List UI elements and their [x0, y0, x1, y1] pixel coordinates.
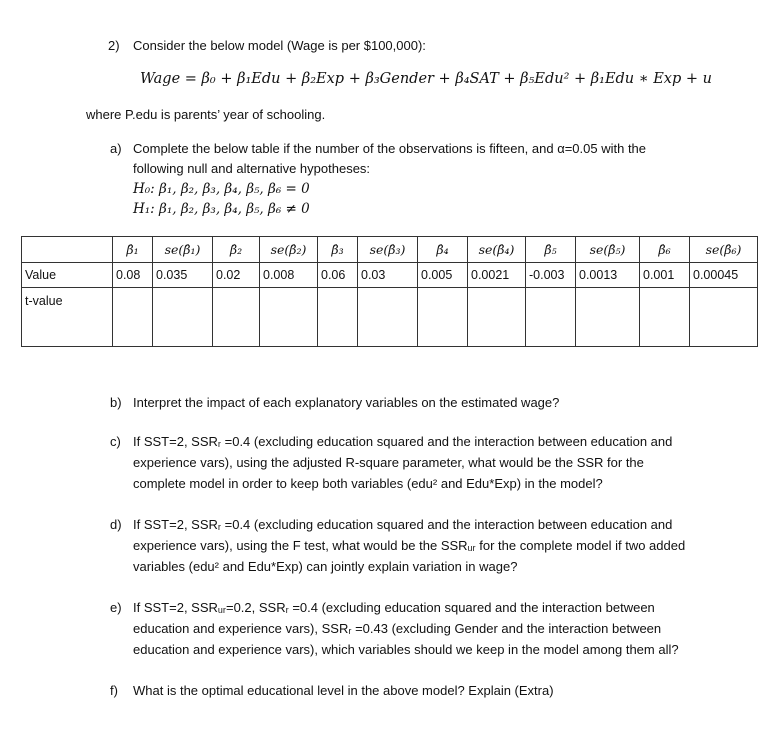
value-cell: 0.005: [418, 263, 468, 288]
value-cell: 0.0013: [576, 263, 640, 288]
where-note: where P.edu is parents’ year of schooling.: [86, 107, 326, 122]
tvalue-cell[interactable]: [418, 288, 468, 347]
table-header-cell: β̂₃: [318, 237, 358, 263]
table-header-cell: se(β̂₄): [468, 237, 526, 263]
value-cell: 0.035: [153, 263, 213, 288]
tvalue-cell[interactable]: [153, 288, 213, 347]
table-header-cell: β̂₁: [113, 237, 153, 263]
value-cell: 0.06: [318, 263, 358, 288]
part-c-line3: complete model in order to keep both variables (edu² and Edu*Exp) in the model?: [133, 476, 603, 491]
alternative-hypothesis: H₁: β₁, β₂, β₃, β₄, β₅, β₆ ≠ 0: [133, 201, 310, 217]
part-d-line1: If SST=2, SSRᵣ =0.4 (excluding education squared and the interaction between education and: [133, 517, 673, 532]
row-label-tvalue: t-value: [22, 288, 113, 347]
row-label-value: Value: [22, 263, 113, 288]
part-d-label: d): [110, 517, 122, 532]
part-e-line1: If SST=2, SSRᵤᵣ=0.2, SSRᵣ =0.4 (excluding education squared and the interaction between: [133, 600, 655, 615]
part-e-line3: education and experience vars), which variables should we keep in the model among them all?: [133, 642, 679, 657]
table-header-cell: se(β̂₅): [576, 237, 640, 263]
table-header-cell: se(β̂₃): [358, 237, 418, 263]
table-header-cell: [22, 237, 113, 263]
null-hypothesis: H₀: β₁, β₂, β₃, β₄, β₅, β₆ = 0: [133, 181, 310, 197]
part-a-line2: following null and alternative hypotheses:: [133, 161, 371, 176]
coefficient-table: [21, 236, 758, 347]
part-d-line2: experience vars), using the F test, what would be the SSRᵤᵣ for the complete model if two added: [133, 538, 686, 553]
value-cell: 0.03: [358, 263, 418, 288]
tvalue-row: [22, 288, 758, 347]
value-cell: -0.003: [526, 263, 576, 288]
part-e-label: e): [110, 600, 122, 615]
tvalue-cell[interactable]: [526, 288, 576, 347]
value-cell: 0.0021: [468, 263, 526, 288]
table-header-cell: se(β̂₁): [153, 237, 213, 263]
part-f-text: What is the optimal educational level in the above model? Explain (Extra): [133, 683, 554, 698]
table-header-cell: β̂₅: [526, 237, 576, 263]
table-header-cell: se(β̂₆): [690, 237, 758, 263]
table-header-cell: se(β̂₂): [260, 237, 318, 263]
tvalue-cell[interactable]: [640, 288, 690, 347]
tvalue-cell[interactable]: [690, 288, 758, 347]
tvalue-cell[interactable]: [468, 288, 526, 347]
part-f-label: f): [110, 683, 118, 698]
value-row: [22, 263, 758, 288]
part-a-label: a): [110, 141, 122, 156]
question-text: Consider the below model (Wage is per $100,000):: [133, 38, 426, 53]
part-c-line2: experience vars), using the adjusted R-square parameter, what would be the SSR for the: [133, 455, 644, 470]
part-a-line1: Complete the below table if the number of the observations is fifteen, and α=0.05 with the: [133, 141, 647, 156]
part-b-label: b): [110, 395, 122, 410]
table-header-cell: β̂₂: [213, 237, 260, 263]
tvalue-cell[interactable]: [318, 288, 358, 347]
part-d-line3: variables (edu² and Edu*Exp) can jointly explain variation in wage?: [133, 559, 518, 574]
table-header-cell: β̂₆: [640, 237, 690, 263]
model-equation: Wage = β₀ + β₁Edu + β₂Exp + β₃Gender + β₄SAT + β₅Edu² + β₁Edu ∗ Exp + u: [140, 71, 712, 87]
value-cell: 0.008: [260, 263, 318, 288]
part-c-label: c): [110, 434, 121, 449]
tvalue-cell[interactable]: [576, 288, 640, 347]
value-cell: 0.001: [640, 263, 690, 288]
tvalue-cell[interactable]: [113, 288, 153, 347]
value-cell: 0.00045: [690, 263, 758, 288]
table-header-row: [22, 237, 758, 263]
part-b-text: Interpret the impact of each explanatory variables on the estimated wage?: [133, 395, 560, 410]
table-header-cell: β̂₄: [418, 237, 468, 263]
tvalue-cell[interactable]: [358, 288, 418, 347]
tvalue-cell[interactable]: [213, 288, 260, 347]
part-e-line2: education and experience vars), SSRᵣ =0.43 (excluding Gender and the interaction between: [133, 621, 662, 636]
value-cell: 0.08: [113, 263, 153, 288]
tvalue-cell[interactable]: [260, 288, 318, 347]
question-number: 2): [108, 38, 120, 53]
part-c-line1: If SST=2, SSRᵣ =0.4 (excluding education squared and the interaction between education and: [133, 434, 673, 449]
value-cell: 0.02: [213, 263, 260, 288]
